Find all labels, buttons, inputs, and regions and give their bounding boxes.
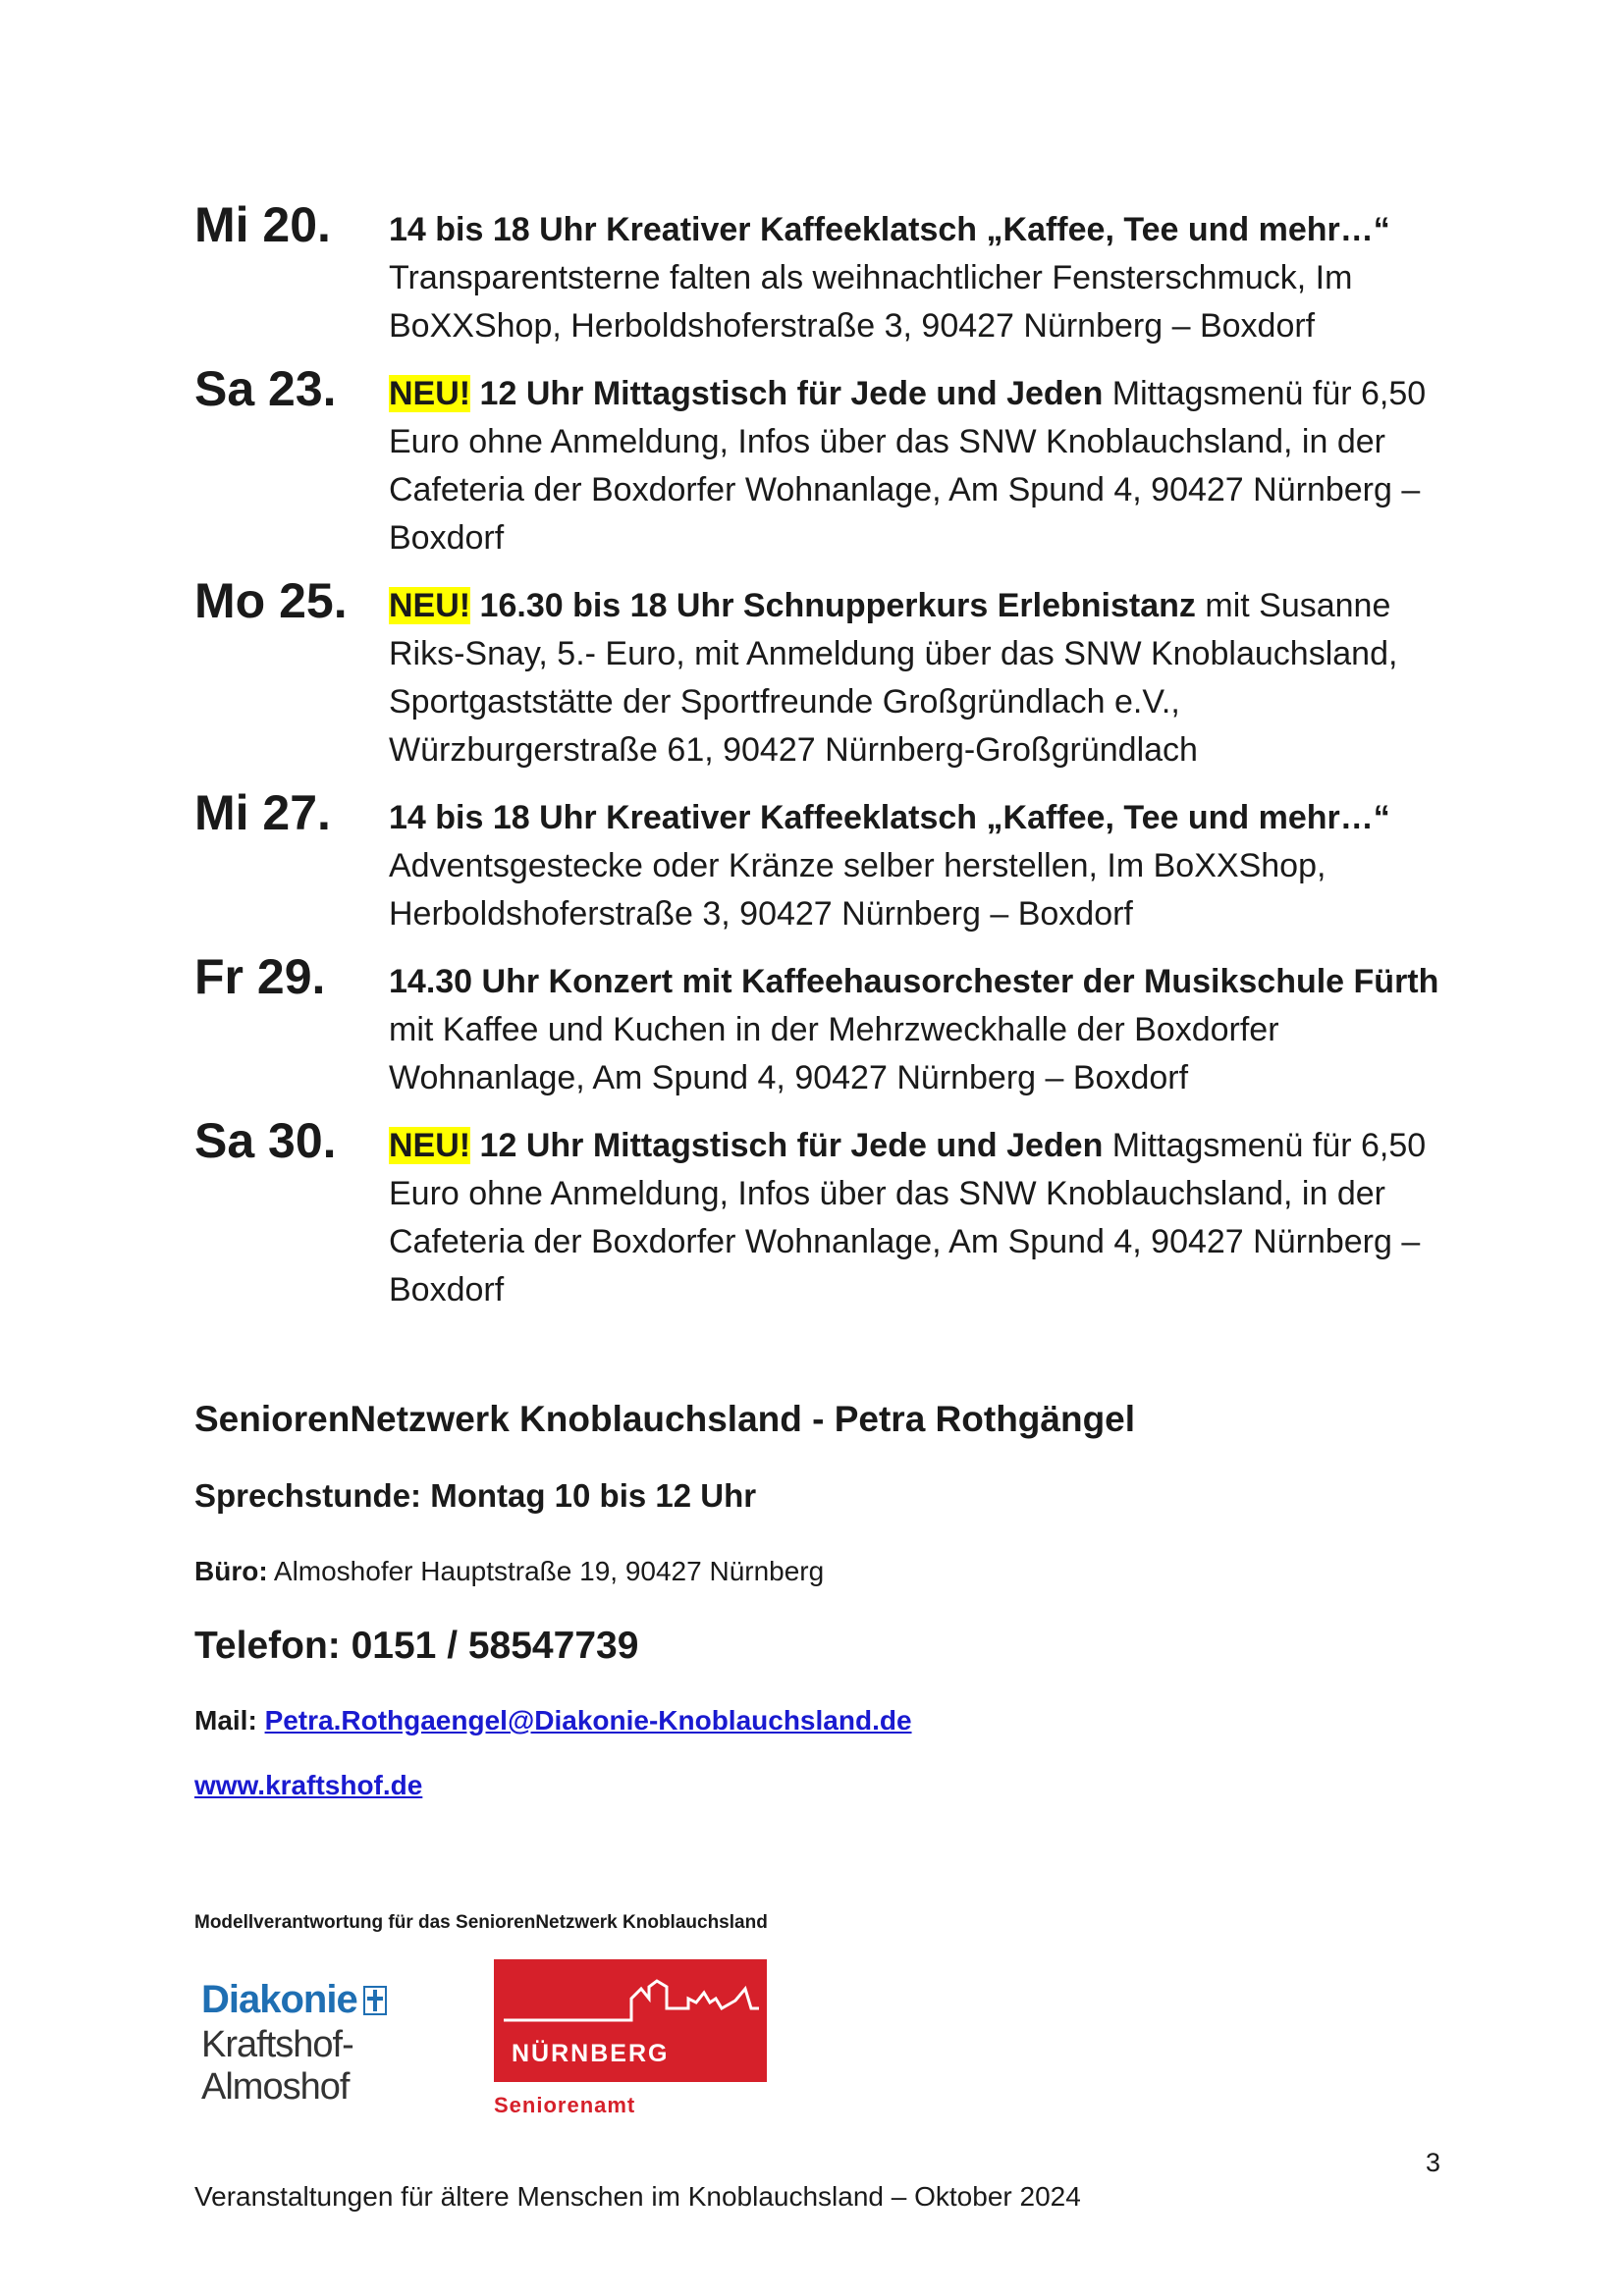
- event-item: [194, 360, 1471, 562]
- event-title: 14 bis 18 Uhr Kreativer Kaffeeklatsch „Kaffee, Tee und mehr…“: [389, 211, 1390, 248]
- nuernberg-logo: [494, 1959, 767, 2082]
- diakonie-cross-icon: [363, 1986, 387, 2015]
- event-title: 12 Uhr Mittagstisch für Jede und Jeden: [470, 375, 1104, 412]
- web-line: [194, 1770, 1471, 1801]
- event-title: 14 bis 18 Uhr Kreativer Kaffeeklatsch „Kaffee, Tee und mehr…“: [389, 799, 1390, 836]
- castle-skyline-icon: [494, 1959, 767, 2038]
- event-description: [389, 360, 1449, 562]
- event-item: [194, 948, 1471, 1102]
- event-list: [194, 196, 1471, 1324]
- page-footer: Veranstaltungen für ältere Menschen im Knoblauchsland – Oktober 2024: [194, 2181, 1081, 2212]
- event-day: Mi 27.: [194, 785, 331, 840]
- event-text: mit Kaffee und Kuchen in der Mehrzweckhalle der Boxdorfer Wohnanlage, Am Spund 4, 90427 Nürnberg – Boxdorf: [389, 1011, 1279, 1096]
- neu-badge: NEU!: [389, 1127, 471, 1164]
- event-title: 12 Uhr Mittagstisch für Jede und Jeden: [470, 1127, 1104, 1164]
- contact-title: SeniorenNetzwerk Knoblauchsland - Petra Rothgängel: [194, 1399, 1136, 1439]
- event-title: 14.30 Uhr Konzert mit Kaffeehausorchester der Musikschule Fürth: [389, 963, 1439, 1000]
- model-note: Modellverantwortung für das SeniorenNetzwerk Knoblauchsland: [194, 1912, 768, 1933]
- event-description: [389, 1112, 1449, 1314]
- event-day: Mo 25.: [194, 573, 348, 628]
- event-description: [389, 572, 1449, 774]
- event-day: Fr 29.: [194, 949, 326, 1004]
- event-text: Mittagsmenü für 6,50 Euro ohne Anmeldung, Infos über das SNW Knoblauchsland, in der Cafeteria der Boxdorfer Wohnanlage, Am Spund 4, 90427 Nürnberg – Boxdorf: [389, 375, 1427, 557]
- page-number: 3: [1426, 2148, 1441, 2177]
- website-link[interactable]: www.kraftshof.de: [194, 1770, 423, 1800]
- event-day: Mi 20.: [194, 197, 331, 252]
- mail-label: Mail:: [194, 1705, 265, 1735]
- diakonie-logo: [201, 1978, 466, 2108]
- mail-line: [194, 1705, 1471, 1736]
- diakonie-name-row: [201, 1978, 466, 2022]
- event-text: Adventsgestecke oder Kränze selber herstellen, Im BoXXShop, Herboldshoferstraße 3, 90427 Nürnberg – Boxdorf: [389, 847, 1326, 933]
- phone-number: Telefon: 0151 / 58547739: [194, 1625, 639, 1667]
- event-text: Transparentsterne falten als weihnachtlicher Fensterschmuck, Im BoXXShop, Herboldshoferstraße 3, 90427 Nürnberg – Boxdorf: [389, 259, 1353, 345]
- office-address: [194, 1556, 1471, 1587]
- event-day: Sa 23.: [194, 361, 337, 416]
- diakonie-subtitle: Kraftshof-Almoshof: [201, 2024, 353, 2108]
- event-description: [389, 196, 1449, 350]
- diakonie-name: Diakonie: [201, 1978, 357, 2021]
- event-item: [194, 572, 1471, 774]
- event-text: mit Susanne Riks-Snay, 5.- Euro, mit Anmeldung über das SNW Knoblauchsland, Sportgaststätte der Sportfreunde Großgründlach e.V., Würzburgerstraße 61, 90427 Nürnberg-Großgründlach: [389, 587, 1398, 769]
- office-value: Almoshofer Hauptstraße 19, 90427 Nürnberg: [267, 1556, 825, 1586]
- event-day: Sa 30.: [194, 1113, 337, 1168]
- contact-block: [194, 1399, 1471, 1801]
- event-description: [389, 784, 1449, 938]
- event-item: [194, 196, 1471, 350]
- event-item: [194, 784, 1471, 938]
- nuernberg-name: NÜRNBERG: [512, 2040, 670, 2067]
- seniorenamt-label: Seniorenamt: [494, 2093, 636, 2117]
- event-item: [194, 1112, 1471, 1314]
- office-hours: Sprechstunde: Montag 10 bis 12 Uhr: [194, 1477, 757, 1514]
- office-label: Büro:: [194, 1556, 268, 1586]
- mail-link[interactable]: Petra.Rothgaengel@Diakonie-Knoblauchsland.de: [264, 1705, 912, 1735]
- event-title: 16.30 bis 18 Uhr Schnupperkurs Erlebnistanz: [470, 587, 1196, 624]
- event-description: [389, 948, 1449, 1102]
- event-text: Mittagsmenü für 6,50 Euro ohne Anmeldung, Infos über das SNW Knoblauchsland, in der Cafeteria der Boxdorfer Wohnanlage, Am Spund 4, 90427 Nürnberg – Boxdorf: [389, 1127, 1427, 1308]
- neu-badge: NEU!: [389, 375, 471, 412]
- neu-badge: NEU!: [389, 587, 471, 624]
